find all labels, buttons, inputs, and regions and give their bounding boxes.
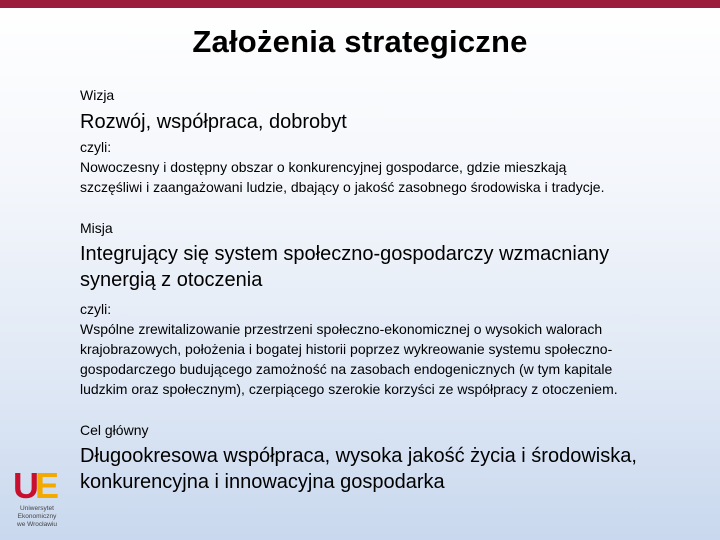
mission-label: Misja <box>80 220 113 236</box>
mission-text-line-4: ludzkim oraz społecznym), czerpiącego szerokie korzyści ze współpracy z otoczeniem. <box>80 381 618 397</box>
logo-letter-u: U <box>13 465 39 506</box>
goal-headline-line-1: Długookresowa współpraca, wysoka jakość życia i środowiska, <box>80 445 637 467</box>
vision-label: Wizja <box>80 87 115 103</box>
mission-headline-line-2: synergią z otoczenia <box>80 269 263 291</box>
vision-headline: Rozwój, współpraca, dobrobyt <box>80 111 347 133</box>
slide-content <box>80 86 700 495</box>
logo-caption-line-1: Uniwersytet <box>20 505 54 512</box>
logo-caption-line-3: we Wrocławiu <box>17 521 57 528</box>
goal-label: Cel główny <box>80 422 149 438</box>
mission-headline-line-1: Integrujący się system społeczno-gospodarczy wzmacniany <box>80 243 610 265</box>
logo-letter-e: E <box>35 465 60 506</box>
goal-headline-line-2: konkurencyjna i innowacyjna gospodarka <box>80 471 445 493</box>
slide-title: Założenia strategiczne <box>192 24 528 59</box>
vision-czyli: czyli: <box>80 139 112 155</box>
logo-caption <box>4 505 70 529</box>
vision-text-line-1: Nowoczesny i dostępny obszar o konkurencyjnej gospodarce, gdzie mieszkają <box>80 159 567 175</box>
mission-text-line-1: Wspólne zrewitalizowanie przestrzeni społeczno-ekonomicznej o wysokich walorach <box>80 321 603 337</box>
logo-caption-line-2: Ekonomiczny <box>17 513 57 520</box>
mission-text-line-2: krajobrazowych, położenia i bogatej historii poprzez wykreowanie systemu społeczno- <box>80 341 613 357</box>
vision-text-line-2: szczęśliwi i zaangażowani ludzie, dbający o jakość zasobnego środowiska i tradycje. <box>80 179 605 195</box>
mission-text-line-3: gospodarczego budującego zamożność na zasobach endogenicznych (w tym kapitale <box>80 361 613 377</box>
top-accent-bar <box>0 0 720 8</box>
mission-czyli: czyli: <box>80 301 112 317</box>
